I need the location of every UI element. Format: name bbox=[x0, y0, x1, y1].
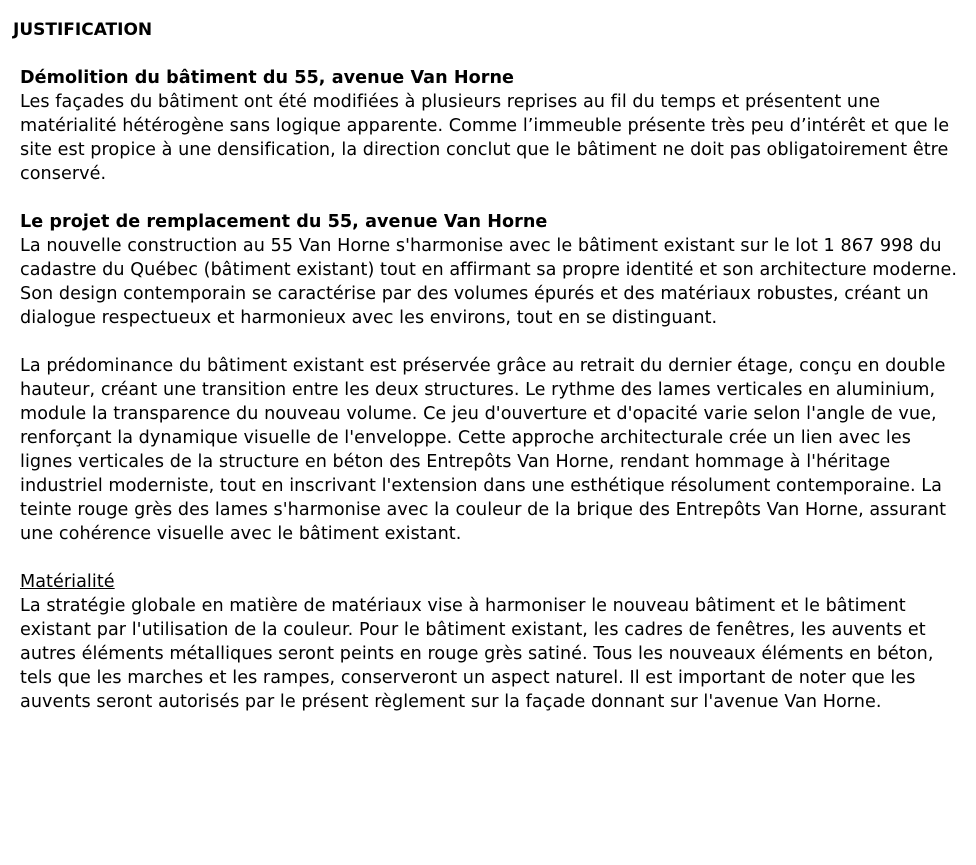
document-body bbox=[20, 66, 960, 714]
section-heading-demolition: Démolition du bâtiment du 55, avenue Van Horne bbox=[20, 68, 515, 88]
paragraph-replacement-project: La nouvelle construction au 55 Van Horne s'harmonise avec le bâtiment existant sur le lot 1 867 998 du cadastre du Québec (bâtiment existant) tout en affirmant sa propre identité et son architecture moderne. Son design contemporain se caractérise par des volumes épurés et des matériaux robustes, créant un dialogue respectueux et harmonieux avec les environs, tout en se distinguant. bbox=[20, 236, 958, 328]
spacer bbox=[20, 546, 960, 570]
paragraph-materiality: La stratégie globale en matière de matériaux vise à harmoniser le nouveau bâtiment et le bâtiment existant par l'utilisation de la couleur. Pour le bâtiment existant, les cadres de fenêtres, les auvents et autres éléments métalliques seront peints en rouge grès satiné. Tous les nouveaux éléments en béton, tels que les marches et les rampes, conserveront un aspect naturel. Il est important de noter que les auvents seront autorisés par le présent règlement sur la façade donnant sur l'avenue Van Horne. bbox=[20, 596, 934, 712]
paragraph-existing-building-predominance: La prédominance du bâtiment existant est préservée grâce au retrait du dernier étage, conçu en double hauteur, créant une transition entre les deux structures. Le rythme des lames verticales en aluminium, module la transparence du nouveau volume. Ce jeu d'ouverture et d'opacité varie selon l'angle de vue, renforçant la dynamique visuelle de l'enveloppe. Cette approche architecturale crée un lien avec les lignes verticales de la structure en béton des Entrepôts Van Horne, rendant hommage à l'héritage industriel moderniste, tout en inscrivant l'extension dans une esthétique résolument contemporaine. La teinte rouge grès des lames s'harmonise avec la couleur de la brique des Entrepôts Van Horne, assurant une cohérence visuelle avec le bâtiment existant. bbox=[20, 356, 947, 544]
paragraph-demolition: Les façades du bâtiment ont été modifiées à plusieurs reprises au fil du temps et présentent une matérialité hétérogène sans logique apparente. Comme l’immeuble présente très peu d’intérêt et que le site est propice à une densification, la direction conclut que le bâtiment ne doit pas obligatoirement être conservé. bbox=[20, 92, 950, 184]
section-heading-replacement-project: Le projet de remplacement du 55, avenue Van Horne bbox=[20, 212, 548, 232]
spacer bbox=[20, 186, 960, 210]
subheading-materiality: Matérialité bbox=[20, 572, 115, 592]
document-title: JUSTIFICATION bbox=[13, 20, 153, 40]
spacer bbox=[20, 330, 960, 354]
